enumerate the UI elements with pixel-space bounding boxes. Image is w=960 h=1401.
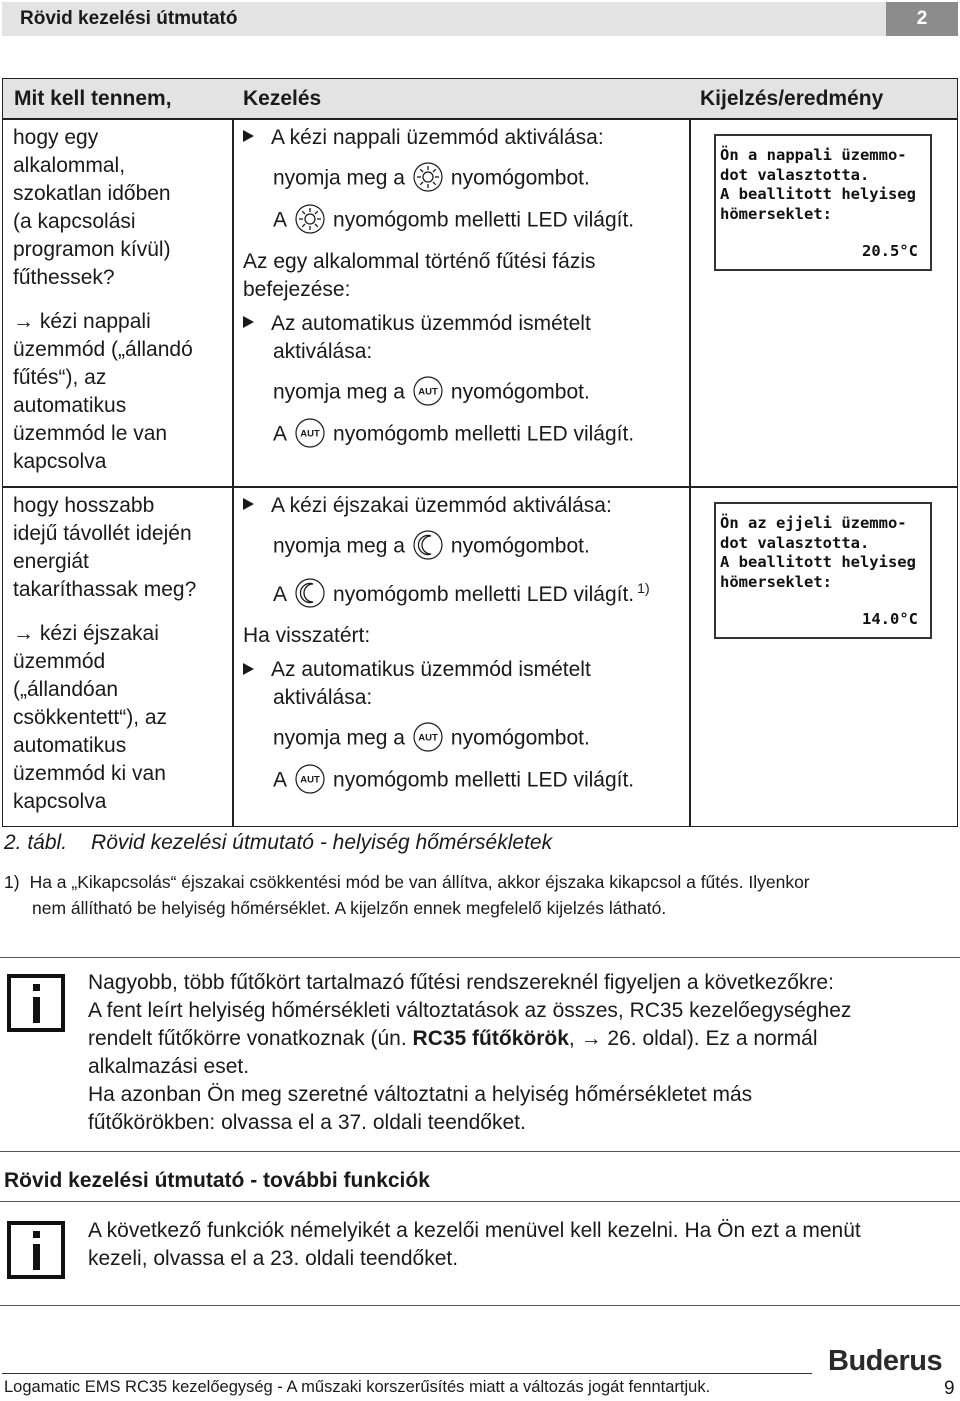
col-header-operation: Kezelés [243, 87, 322, 110]
lcd-line: dot valasztotta. [720, 165, 870, 184]
buderus-logo: Buderus [828, 1345, 943, 1377]
footnote-line: Ha a „Kikapcsolás“ éjszakai csökkentési mód be van állítva, akkor éjszaka kikapcsol a fűtés. Ilyenkor [29, 872, 810, 892]
note1-bottom-rule [0, 1151, 960, 1152]
col-header-result: Kijelzés/eredmény [700, 87, 884, 110]
row1-question [13, 124, 228, 476]
led-text: A [273, 769, 288, 792]
press-text-end: nyomógombot. [450, 166, 590, 190]
lcd-line: hömerseklet: [720, 204, 832, 223]
led-text: A [273, 208, 288, 232]
row2-result-line: automatikus [13, 734, 127, 757]
bullet-triangle-icon [243, 498, 254, 510]
row1-result-line: kapcsolva [13, 450, 107, 473]
col-divider-1 [232, 120, 234, 827]
bullet-triangle-icon [243, 130, 254, 142]
row2-result-line: csökkentett“), az [13, 706, 168, 729]
note2-text [88, 1217, 956, 1273]
row2-question-line: energiát [13, 550, 89, 573]
section2-title: Rövid kezelési útmutató - további funkciók [4, 1169, 430, 1192]
caption-text: Rövid kezelési útmutató - helyiség hőmérsékletek [91, 831, 553, 854]
row1-question-line: fűthessek? [13, 266, 115, 289]
row1-question-line: programon kívül) [13, 238, 171, 261]
section2-rule [0, 1201, 960, 1202]
note1-text [88, 969, 956, 1137]
arrow-icon: → [580, 1027, 602, 1050]
arrow-icon: → [13, 310, 34, 333]
row1-result-line: üzemmód („állandó [13, 338, 193, 361]
note1-line: Nagyobb, több fűtőkört tartalmazó fűtési rendszereknél figyeljen a következőkre: [88, 971, 834, 994]
led-text-end: nyomógomb melletti LED világít. [333, 422, 635, 446]
note1-line: rendelt fűtőkörre vonatkoznak (ún. [88, 1027, 407, 1050]
note1-line: 26. oldal). Ez a normál [607, 1027, 818, 1050]
row2-question [13, 492, 228, 816]
note1-top-rule [0, 957, 960, 958]
led-text-end: nyomógomb melletti LED világít. [333, 769, 635, 792]
row2-result-line: kézi éjszakai [39, 622, 159, 645]
footnote-ref: 1) [637, 580, 650, 596]
row2-question-line: idejű távollét idején [13, 522, 192, 545]
row2-question-line: hogy hosszabb [13, 494, 155, 517]
row1-end-text: befejezése: [243, 278, 351, 301]
row1-step1: A kézi nappali üzemmód aktiválása: [271, 126, 604, 149]
heating-circuits-link[interactable]: RC35 fűtőkörök [412, 1027, 569, 1050]
lcd-display-night [714, 502, 932, 639]
press-text-end: nyomógombot. [450, 727, 590, 750]
row1-step2: Az automatikus üzemmód ismételt [271, 312, 591, 335]
row1-result-line: fűtés“), az [13, 366, 107, 389]
page-number: 9 [944, 1378, 955, 1399]
footnote-mark: 1) [4, 872, 20, 892]
row2-result-line: üzemmód [13, 650, 106, 673]
press-text: nyomja meg a [273, 380, 405, 404]
lcd-line: A beallitott helyiseg [720, 185, 916, 203]
row2-step1: A kézi éjszakai üzemmód aktiválása: [271, 494, 612, 517]
note1-line: alkalmazási eset. [88, 1055, 250, 1078]
lcd-line: dot valasztotta. [720, 533, 870, 552]
bullet-triangle-icon [243, 316, 254, 328]
arrow-icon: → [13, 622, 34, 645]
lcd-line: A beallitott helyiseg [720, 553, 916, 571]
row1-question-line: alkalommal, [13, 154, 126, 177]
lcd-line: Ön az ejjeli üzemmo- [720, 514, 907, 532]
row2-result-line: kapcsolva [13, 790, 107, 813]
svg-text:AUT: AUT [300, 428, 320, 440]
led-text: A [273, 583, 288, 606]
row1-operation [243, 124, 685, 450]
led-text: A [273, 422, 288, 446]
press-text-end: nyomógombot. [450, 534, 590, 558]
sun-button-icon [413, 162, 443, 192]
svg-text:AUT: AUT [300, 774, 320, 786]
aut-button-icon [413, 376, 443, 406]
note1-line: A fent leírt helyiség hőmérsékleti változtatások az összes, RC35 kezelőegységhez [88, 999, 852, 1022]
table-caption [4, 831, 552, 855]
info-icon [7, 974, 65, 1032]
note2-bottom-rule [0, 1305, 960, 1306]
footnote [4, 869, 954, 921]
aut-button-icon [295, 418, 325, 448]
footer-rule [2, 1373, 812, 1374]
moon-button-icon [413, 530, 443, 560]
press-text-end: nyomógombot. [450, 380, 590, 404]
row2-question-line: takaríthassak meg? [13, 578, 197, 601]
aut-button-icon [413, 722, 443, 752]
led-text-end: nyomógomb melletti LED világít. [333, 583, 635, 606]
row1-question-line: hogy egy [13, 126, 99, 149]
svg-text:AUT: AUT [418, 732, 438, 744]
footnote-line: nem állítható be helyiség hőmérséklet. A kijelzőn ennek megfelelő kijelzés látható. [32, 898, 667, 918]
note1-line: fűtőkörökben: olvassa el a 37. oldali teendőket. [88, 1111, 526, 1134]
lcd-temperature: 20.5°C [862, 242, 918, 260]
row1-result-line: üzemmód le van [13, 422, 168, 445]
row2-result-line: („állandóan [13, 678, 119, 701]
row-divider [2, 486, 958, 488]
lcd-line: Ön a nappali üzemmo- [720, 146, 907, 164]
row1-step2-cont: aktiválása: [273, 340, 373, 363]
row1-result-line: kézi nappali [39, 310, 151, 333]
aut-button-icon [295, 764, 325, 794]
note2-line: A következő funkciók némelyikét a kezelői menüvel kell kezelni. Ha Ön ezt a menüt [88, 1219, 861, 1242]
footer-text: Logamatic EMS RC35 kezelőegység - A műszaki korszerűsítés miatt a változás jogát fenntartjuk. [4, 1378, 711, 1396]
info-icon [7, 1221, 65, 1279]
press-text: nyomja meg a [273, 534, 405, 558]
chapter-number: 2 [886, 2, 958, 36]
row1-question-line: szokatlan időben [13, 182, 171, 205]
svg-text:AUT: AUT [418, 386, 438, 398]
caption-number: 2. tábl. [4, 831, 68, 854]
press-text: nyomja meg a [273, 166, 405, 190]
row1-question-line: (a kapcsolási [13, 210, 136, 233]
note1-line: Ha azonban Ön meg szeretné változtatni a helyiség hőmérsékletet más [88, 1083, 753, 1106]
note2-line: kezeli, olvassa el a 23. oldali teendőket. [88, 1247, 459, 1270]
lcd-temperature: 14.0°C [862, 610, 918, 628]
col-divider-2 [689, 120, 691, 827]
row1-result-line: automatikus [13, 394, 127, 417]
bullet-triangle-icon [243, 663, 254, 675]
row2-step2: Az automatikus üzemmód ismételt [271, 658, 591, 682]
sun-button-icon [295, 204, 325, 234]
led-text-end: nyomógomb melletti LED világít. [333, 208, 635, 232]
lcd-line: hömerseklet: [720, 572, 832, 591]
header-title: Rövid kezelési útmutató [20, 8, 238, 29]
moon-button-icon [295, 578, 325, 608]
row2-step2-cont: aktiválása: [273, 686, 373, 710]
col-header-question: Mit kell tennem, [14, 87, 172, 110]
note1-line: , [568, 1027, 575, 1050]
row2-result-line: üzemmód ki van [13, 762, 166, 785]
lcd-display-day [714, 134, 932, 271]
press-text: nyomja meg a [273, 727, 405, 750]
row1-end-text: Az egy alkalommal történő fűtési fázis [243, 250, 596, 273]
row2-back-text: Ha visszatért: [243, 624, 371, 648]
row2-operation [243, 492, 685, 796]
